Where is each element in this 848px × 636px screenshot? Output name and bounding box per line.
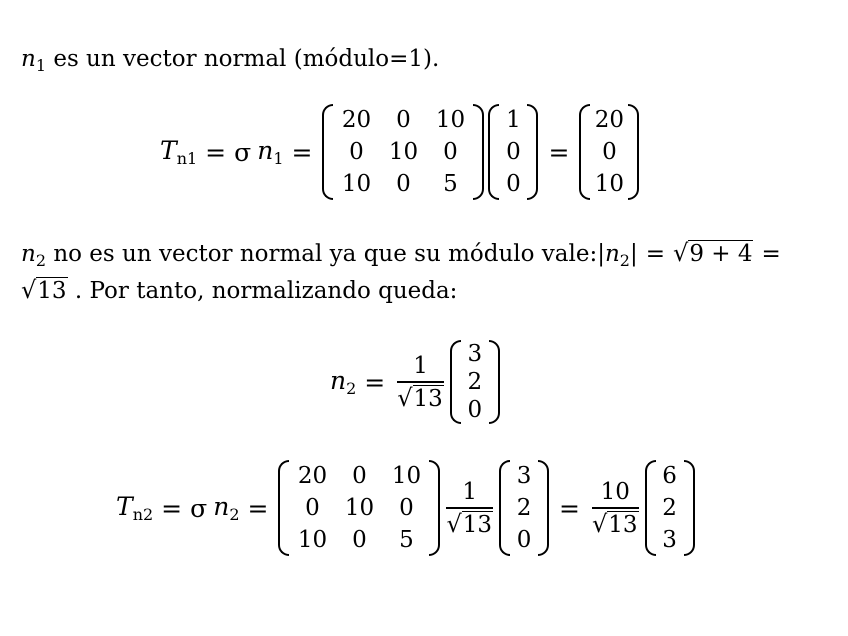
result-vector-tn2 xyxy=(645,460,695,556)
equation-n2 xyxy=(330,340,502,424)
fraction-denominator: √ 13 xyxy=(446,507,493,538)
vector-cell: 2 xyxy=(516,495,532,521)
equals-sign: = xyxy=(548,137,570,167)
sqrt-13: √ 13 xyxy=(21,276,67,304)
equals-sign: = xyxy=(645,241,666,267)
equals-sign: = xyxy=(247,493,269,523)
equals-sign: = xyxy=(559,493,580,523)
abs-bar: | xyxy=(597,241,605,267)
matrix-cell: 0 xyxy=(396,107,411,133)
tn2-symbol: $T_{n2}$ xyxy=(116,492,154,524)
paragraph-2-line-2 xyxy=(21,272,457,310)
fraction-numerator: 1 xyxy=(462,478,478,505)
paragraph-1 xyxy=(21,40,439,85)
equals-sign: = xyxy=(761,241,781,267)
equals-sign: = xyxy=(161,493,183,523)
matrix-cell: 0 xyxy=(349,139,364,165)
vector-cell: 2 xyxy=(467,369,483,395)
matrix-cell: 0 xyxy=(396,171,411,197)
vector-cell: 10 xyxy=(594,171,625,197)
stress-matrix xyxy=(278,460,440,556)
result-vector-tn1 xyxy=(579,104,639,200)
vector-cell: 6 xyxy=(662,463,677,489)
equation-tn2 xyxy=(116,460,697,556)
vector-cell: 0 xyxy=(467,397,483,423)
fraction-denominator: √ 13 xyxy=(592,507,639,538)
paragraph-1-text: es un vector normal (módulo=1). xyxy=(46,46,440,72)
stress-matrix xyxy=(322,104,484,200)
equals-sign: = xyxy=(291,137,313,167)
matrix-cell: 0 xyxy=(443,139,458,165)
equation-tn1 xyxy=(160,104,641,200)
fraction-numerator: 1 xyxy=(413,352,428,379)
vector-cell: 0 xyxy=(516,527,532,553)
fraction-10-over-sqrt13 xyxy=(592,479,639,538)
vector-cell: 3 xyxy=(467,341,483,367)
vector-cell: 0 xyxy=(506,171,521,197)
vector-cell: 0 xyxy=(506,139,521,165)
equals-sign: = xyxy=(364,367,386,397)
paragraph-2-text: no es un vector normal ya que su módulo vale: xyxy=(46,241,598,267)
matrix-cell: 0 xyxy=(352,463,367,489)
fraction-1-over-sqrt13 xyxy=(397,353,444,412)
matrix-cell: 20 xyxy=(297,463,328,489)
paragraph-2-text-2: . Por tanto, normalizando queda: xyxy=(67,278,458,304)
abs-bar: | xyxy=(629,241,638,267)
matrix-cell: 20 xyxy=(341,107,372,133)
matrix-cell: 0 xyxy=(352,527,367,553)
vector-cell: 1 xyxy=(506,107,521,133)
sigma-symbol: σ xyxy=(234,137,252,167)
matrix-cell: 5 xyxy=(443,171,458,197)
fraction-numerator: 10 xyxy=(600,478,630,505)
matrix-cell: 10 xyxy=(341,171,372,197)
n1-symbol: $n_1$ xyxy=(257,136,284,168)
n2-symbol: $n_2$ xyxy=(213,492,240,524)
sigma-symbol: σ xyxy=(190,493,208,523)
vector-cell: 0 xyxy=(602,139,617,165)
vector-n2 xyxy=(450,340,500,424)
vector-cell: 20 xyxy=(594,107,625,133)
n2-symbol: $n_2$ xyxy=(330,366,357,398)
vector-n1 xyxy=(488,104,538,200)
var-n1: $n_1$ xyxy=(21,46,47,75)
sqrt-9-plus-4: √ 9 + 4 xyxy=(673,239,753,267)
vector-cell: 3 xyxy=(662,527,677,553)
matrix-cell: 10 xyxy=(435,107,466,133)
matrix-cell: 0 xyxy=(399,495,414,521)
fraction-denominator: √ 13 xyxy=(397,381,444,412)
fraction-1-over-sqrt13 xyxy=(446,479,493,538)
matrix-cell: 0 xyxy=(305,495,320,521)
vector-cell: 3 xyxy=(516,463,532,489)
var-n2: $n_2$ xyxy=(21,241,47,270)
matrix-cell: 10 xyxy=(344,495,375,521)
matrix-cell: 10 xyxy=(388,139,419,165)
equals-sign: = xyxy=(205,137,227,167)
matrix-cell: 10 xyxy=(297,527,328,553)
matrix-cell: 10 xyxy=(391,463,422,489)
vector-cell: 2 xyxy=(662,495,677,521)
tn1-symbol: $T_{n1}$ xyxy=(160,136,198,168)
var-n2: $n_2$ xyxy=(604,241,630,270)
vector-n2 xyxy=(499,460,549,556)
matrix-cell: 5 xyxy=(399,527,414,553)
